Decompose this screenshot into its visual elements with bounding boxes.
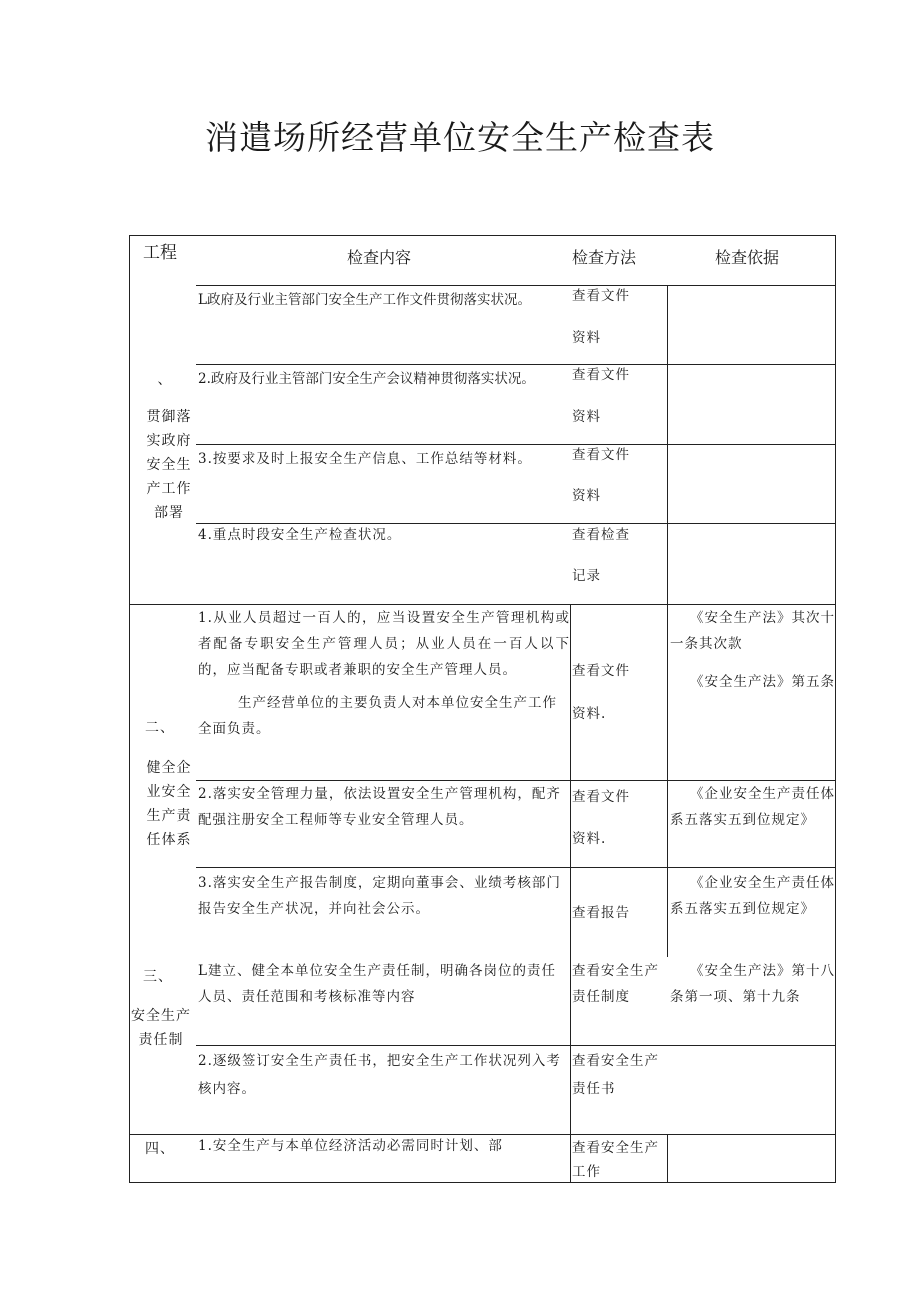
check-basis: 《安全生产法》其次十一条其次款 bbox=[670, 610, 835, 652]
check-method: 资料. bbox=[572, 831, 607, 847]
check-method: 查看安全生产责任书 bbox=[572, 1053, 659, 1097]
check-method: 查看文件 bbox=[572, 288, 630, 304]
header-method: 检查方法 bbox=[572, 248, 637, 267]
check-method: 查看安全生产责任制度 bbox=[572, 963, 659, 1005]
check-method: 查看检查 bbox=[572, 527, 630, 543]
check-method: 资料. bbox=[572, 706, 607, 722]
table-divider bbox=[196, 867, 836, 868]
section-title: 贯御落实政府安全生产工作部署 bbox=[146, 409, 192, 521]
table-divider bbox=[570, 953, 571, 1183]
section-title: 健全企业安全生产责任体系 bbox=[146, 760, 192, 848]
section-number: 四、 bbox=[145, 1141, 175, 1157]
check-basis: 《安全生产法》第十八条第一项、第十九条 bbox=[670, 963, 835, 1005]
check-content: 2.政府及行业主管部门安全生产会议精神贯彻落实状况。 bbox=[198, 371, 535, 387]
check-content: 2.落实安全管理力量，依法设置安全生产管理机构，配齐配强注册安全工程师等专业安全管理人员。 bbox=[198, 786, 561, 828]
check-content: 1.安全生产与本单位经济活动必需同时计划、部 bbox=[198, 1138, 503, 1154]
table-divider bbox=[667, 285, 668, 957]
table-divider bbox=[570, 604, 571, 954]
check-basis: 《企业安全生产责任体系五落实五到位规定》 bbox=[670, 875, 835, 917]
section-number: 、 bbox=[157, 372, 173, 388]
check-method: 查看文件 bbox=[572, 789, 630, 805]
check-content: 2.逐级签订安全生产责任书，把安全生产工作状况列入考核内容。 bbox=[198, 1053, 561, 1097]
check-method: 查看文件 bbox=[572, 663, 630, 679]
check-content: 3.按要求及时上报安全生产信息、工作总结等材料。 bbox=[198, 451, 532, 467]
table-divider bbox=[196, 1045, 836, 1046]
check-content: 生产经营单位的主要负责人对本单位安全生产工作全面负责。 bbox=[198, 695, 557, 737]
section-title: 安全生产责任制 bbox=[131, 1008, 191, 1048]
check-method: 记录 bbox=[572, 568, 601, 584]
check-content: 3.落实安全生产报告制度，定期向董事会、业绩考核部门报告安全生产状况，并向社会公示。 bbox=[198, 875, 561, 917]
table-divider bbox=[667, 1134, 668, 1183]
check-content: 1.从业人员超过一百人的，应当设置安全生产管理机构或者配备专职安全生产管理人员；从业人员在一百人以下的，应当配备专职或者兼职的安全生产管理人员。 bbox=[198, 610, 570, 678]
check-method: 查看安全生产工作 bbox=[572, 1140, 659, 1180]
check-method: 查看文件 bbox=[572, 367, 630, 383]
check-method: 资料 bbox=[572, 330, 601, 346]
header-content: 检查内容 bbox=[347, 248, 412, 267]
document-title: 消遣场所经营单位安全生产检查表 bbox=[205, 118, 715, 157]
header-project: 工程 bbox=[143, 243, 177, 263]
check-method: 查看文件 bbox=[572, 447, 630, 463]
check-method: 资料 bbox=[572, 409, 601, 425]
check-content: L建立、健全本单位安全生产责任制，明确各岗位的责任人员、责任范围和考核标准等内容 bbox=[198, 963, 556, 1005]
check-basis: 《企业安全生产责任体系五落实五到位规定》 bbox=[670, 786, 835, 828]
check-method: 资料 bbox=[572, 488, 601, 504]
check-content: L政府及行业主管部门安全生产工作文件贯彻落实状况。 bbox=[198, 292, 531, 308]
section-number: 二、 bbox=[145, 720, 175, 736]
check-method: 查看报告 bbox=[572, 905, 630, 921]
check-content: 4.重点时段安全生产检查状况。 bbox=[198, 527, 402, 543]
header-basis: 检查依据 bbox=[715, 248, 780, 267]
check-basis: 《安全生产法》第五条 bbox=[690, 674, 835, 690]
section-number: 三、 bbox=[143, 969, 173, 985]
